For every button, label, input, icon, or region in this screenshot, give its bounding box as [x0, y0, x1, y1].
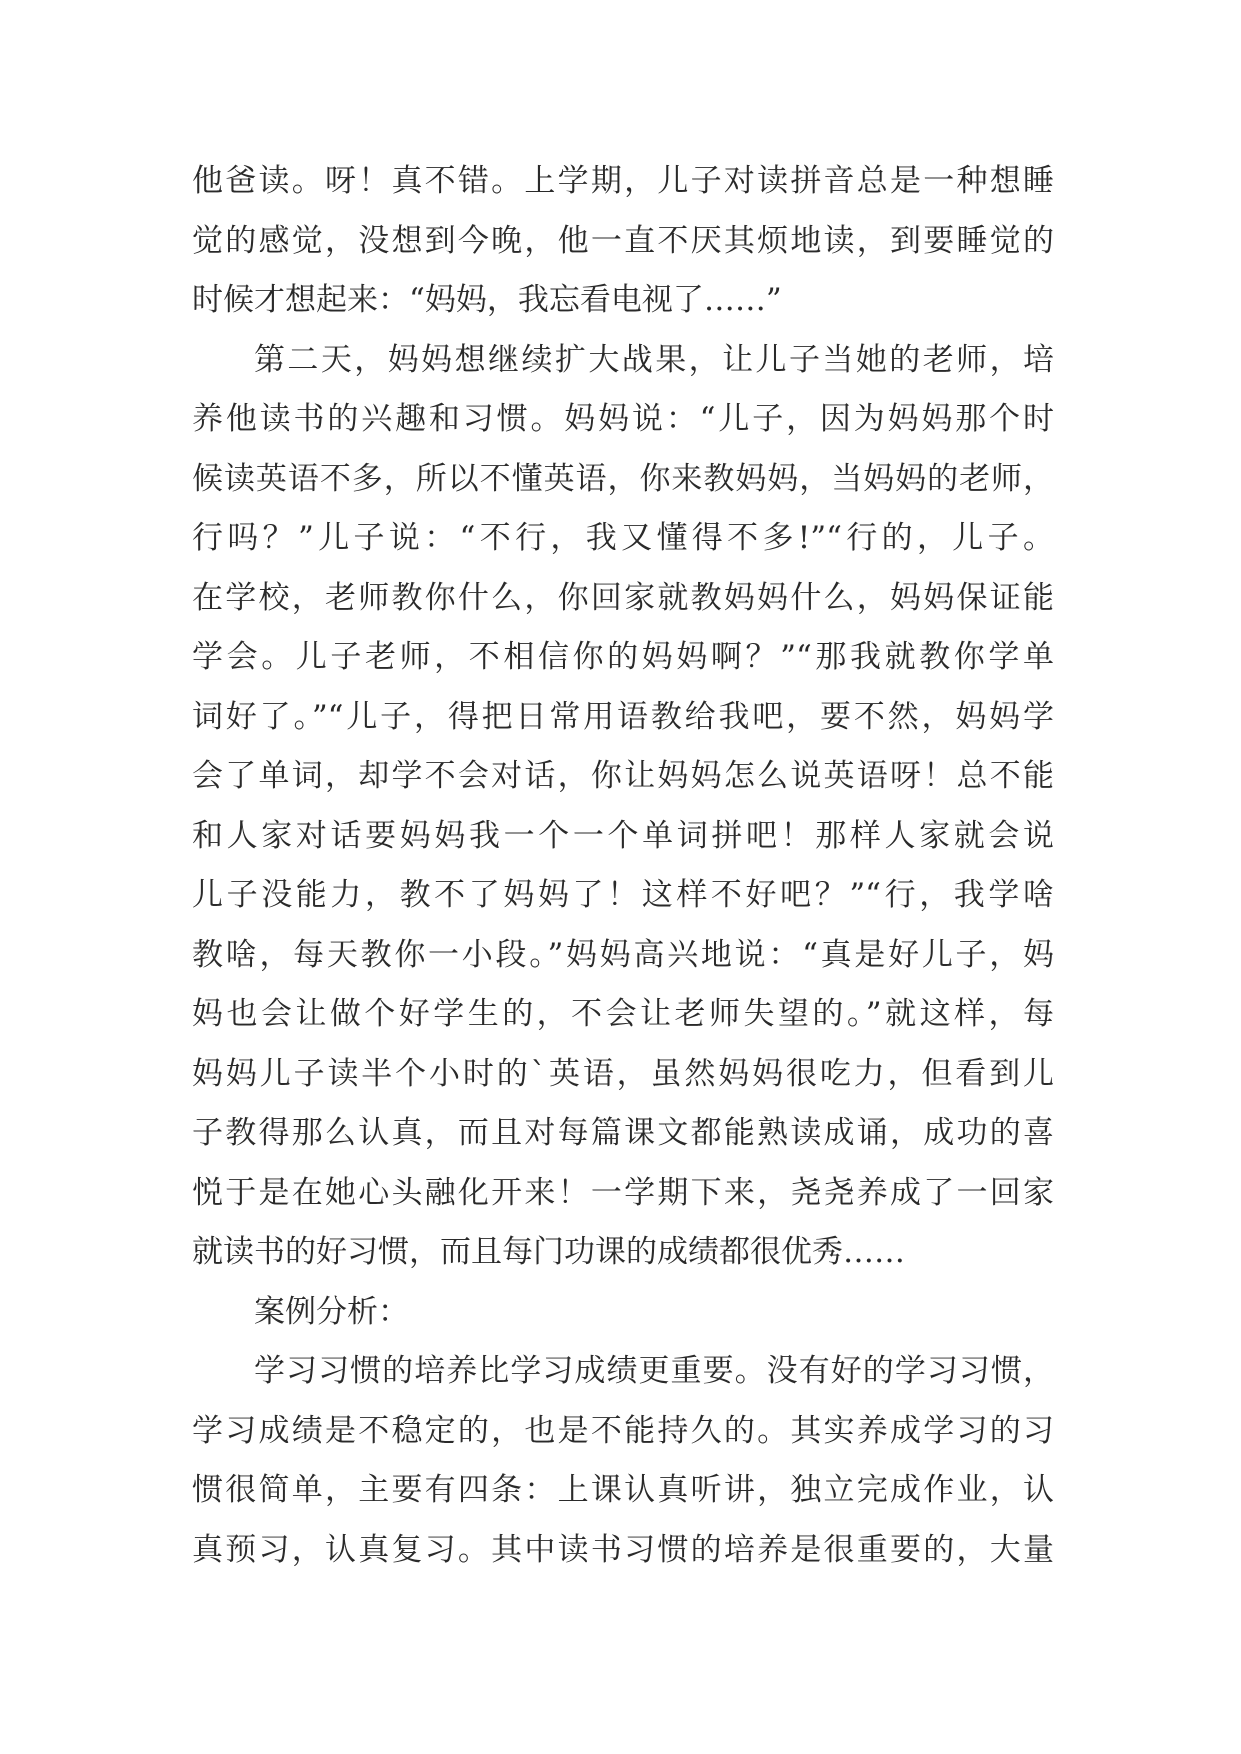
text-line: 真预习，认真复习。其中读书习惯的培养是很重要的，大量 [192, 1531, 1054, 1568]
text-line: 时候才想起来：“妈妈，我忘看电视了……” [192, 282, 782, 318]
text-line: 行吗？”儿子说：“不行，我又懂得不多!”“行的，儿子。 [192, 520, 1054, 556]
text-line: 妈也会让做个好学生的，不会让老师失望的。”就这样，每 [192, 996, 1054, 1032]
text-line: 儿子没能力，教不了妈妈了！这样不好吧？”“行，我学啥 [192, 877, 1054, 913]
text-line: 他爸读。呀！真不错。上学期，儿子对读拼音总是一种想睡 [192, 163, 1054, 199]
text-line: 觉的感觉，没想到今晚，他一直不厌其烦地读，到要睡觉的 [192, 222, 1054, 259]
text-line: 惯很简单，主要有四条：上课认真听讲，独立完成作业，认 [192, 1472, 1054, 1508]
text-line: 教啥，每天教你一小段。”妈妈高兴地说：“真是好儿子，妈 [192, 936, 1054, 973]
text-line: 子教得那么认真，而且对每篇课文都能熟读成诵，成功的喜 [192, 1115, 1054, 1151]
text-line: 学会。儿子老师，不相信你的妈妈啊？”“那我就教你学单 [192, 639, 1054, 675]
text-line: 学习习惯的培养比学习成绩更重要。没有好的学习习惯， [254, 1353, 1054, 1389]
text-line: 悦于是在她心头融化开来！一学期下来，尧尧养成了一回家 [192, 1174, 1054, 1211]
text-line: 就读书的好习惯，而且每门功课的成绩都很优秀…… [192, 1234, 905, 1270]
text-line: 妈妈儿子读半个小时的`英语，虽然妈妈很吃力，但看到儿 [192, 1055, 1054, 1092]
text-line: 会了单词，却学不会对话，你让妈妈怎么说英语呀！总不能 [192, 758, 1054, 794]
text-line: 词好了。”“儿子，得把日常用语教给我吧，要不然，妈妈学 [192, 698, 1054, 735]
document-body [192, 152, 1054, 1580]
text-line: 养他读书的兴趣和习惯。妈妈说：“儿子，因为妈妈那个时 [192, 401, 1054, 437]
section-heading: 案例分析： [254, 1293, 409, 1330]
text-line: 第二天，妈妈想继续扩大战果，让儿子当她的老师，培 [254, 341, 1054, 378]
text-line: 候读英语不多，所以不懂英语，你来教妈妈，当妈妈的老师， [192, 460, 1054, 497]
text-line: 学习成绩是不稳定的，也是不能持久的。其实养成学习的习 [192, 1412, 1054, 1449]
text-line: 和人家对话要妈妈我一个一个单词拼吧！那样人家就会说 [192, 817, 1054, 854]
text-line: 在学校，老师教你什么，你回家就教妈妈什么，妈妈保证能 [192, 579, 1054, 616]
